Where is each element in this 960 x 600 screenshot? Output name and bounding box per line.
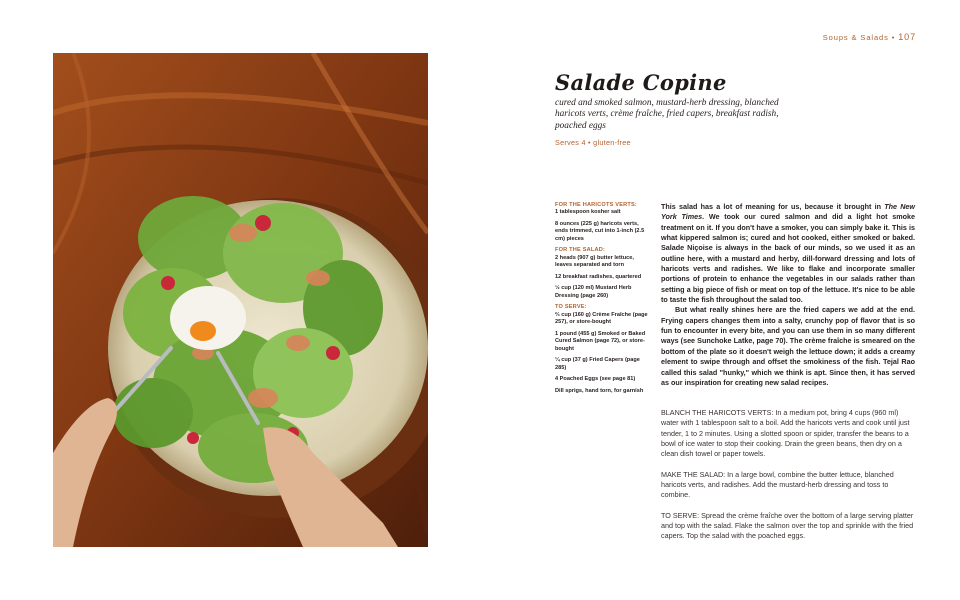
method-step: TO SERVE: Spread the crème fraîche over the bottom of a large serving platter and top with the salad. Flake the salmon over the top and sprinkle with the fried capers. Top the salad with the poached eggs. [661,510,914,541]
headnote-text: This salad has a lot of meaning for us, because it brought in [661,202,885,211]
headnote [661,202,915,388]
ingredient-group-heading: FOR THE HARICOTS VERTS: [555,202,637,208]
method-step: MAKE THE SALAD: In a large bowl, combine the butter lettuce, blanched haricots verts, and radishes. Add the mustard-herb dressing and toss to combine. [661,469,894,500]
ingredient-item: 12 breakfast radishes, quartered [555,273,642,280]
ingredient-group-haricots [555,202,649,243]
ingredients-list [555,202,649,399]
ingredient-item: 2 heads (907 g) butter lettuce, leaves separated and torn [555,254,634,269]
serves-note: Serves 4 • gluten-free [555,138,631,147]
ingredient-item: ⅔ cup (160 g) Crème Fraîche (page 257), or store-bought [555,311,648,326]
ingredient-item: 1 pound (455 g) Smoked or Baked Cured Salmon (page 72), or store-bought [555,330,646,352]
ingredient-item: ½ cup (120 ml) Mustard Herb Dressing (page 260) [555,285,632,299]
ingredient-item: 1 tablespoon kosher salt [555,209,621,216]
recipe-subtitle: cured and smoked salmon, mustard-herb dressing, blanched haricots verts, crème fraîche, fried capers, breakfast radish, poached eggs [555,98,779,131]
headnote-paragraph-2: But what really shines here are the fried capers we add at the end. Frying capers changes them into a salty, crunchy pop of flavor that is so fun to encounter in every bite, and you can use them in so many different ways (see Sunchoke Latke, page 70). The crème fraîche is smeared on the bottom of the plate so it doesn't weigh the lettuce down; it adds a creamy element to swipe through and offset the smokiness of the fish. Tejal Rao called this salad "hunky," which we think is apt. Since then, it has served as our inspiration for creating new salad recipes. [661,305,915,387]
ingredient-group-salad [555,247,649,300]
page-number: 107 [898,32,916,42]
method-steps [661,408,915,552]
recipe-title: Salade Copine [555,70,727,95]
salad-photo [53,53,428,547]
headnote-text: . We took our cured salmon and did a light hot smoke treatment on it. If you don't have a smoker, you can simply bake it. This is what kippered salmon is; cured and hot cooked, either smoked or baked. Salade Niçoise is always in the back of our minds, so we used it as an outline here, with a mustard and herby, dill-forward dressing and lots of haricots verts and radishes. We like to flake and incorporate smaller portions of protein to enhance the vegetables in our salads rather than setting a big piece of fish or meat on top of the lettuce. It's nice to be able to taste the fish throughout the salad too. [661,212,915,305]
ingredient-item: Dill sprigs, hand torn, for garnish [555,387,644,394]
ingredient-item: 8 ounces (225 g) haricots verts, ends trimmed, cut into 1-inch (2.5 cm) pieces [555,221,645,242]
ingredient-group-to-serve [555,304,649,395]
publication-name: The New York Times [661,202,915,222]
ingredient-item: 4 Poached Eggs (see page 81) [555,376,636,383]
ingredient-group-heading: TO SERVE: [555,304,587,311]
section-title: Soups & Salads [822,33,889,42]
headnote-paragraph-1 [661,202,915,305]
method-step: BLANCH THE HARICOTS VERTS: In a medium pot, bring 4 cups (960 ml) water with 1 tablespoon salt to a boil. Add the haricots verts and cook until just tender, 1 to 2 minutes. Using a slotted spoon or spider, transfer the beans to a bowl of ice water to stop their cooking. Drain the green beans, then dry on a clean dish towel or paper towels. [661,408,910,459]
ingredient-item: ¼ cup (37 g) Fried Capers (page 285) [555,357,640,371]
ingredient-group-heading: FOR THE SALAD: [555,247,606,254]
separator-dot: • [891,33,896,42]
running-head [823,32,916,42]
